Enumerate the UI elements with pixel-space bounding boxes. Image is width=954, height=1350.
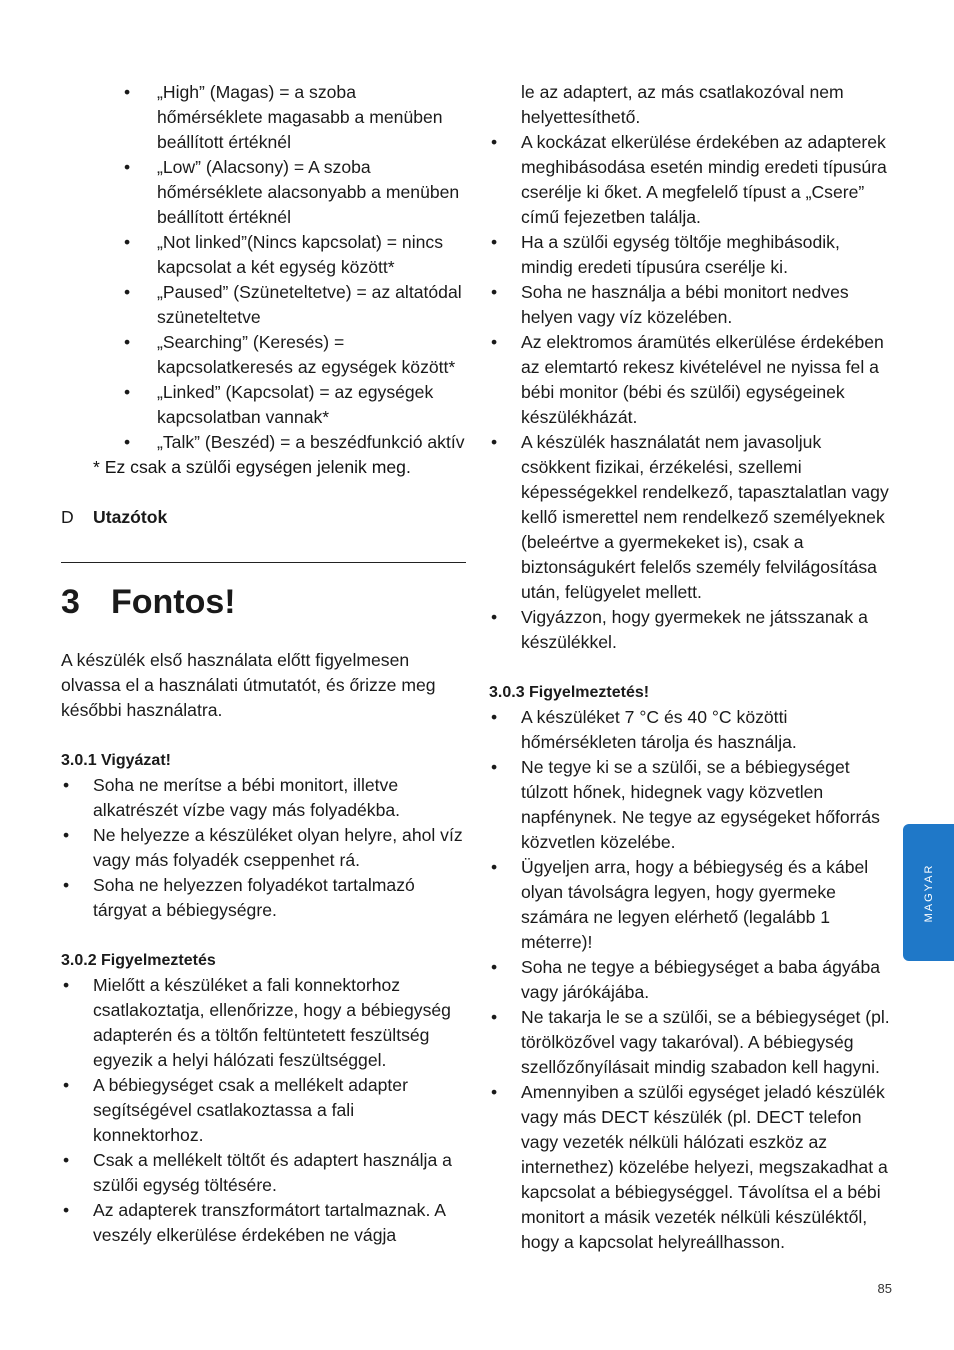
list-item: • Soha ne merítse a bébi monitort, illetve alkatrészét vízbe vagy más folyadékba. [61, 773, 466, 823]
footnote: * Ez csak a szülői egységen jelenik meg. [93, 457, 411, 477]
status-mode-list [122, 80, 466, 455]
list-item: • „High” (Magas) = a szoba hőmérséklete magasabb a menüben beállított értéknél [122, 80, 466, 155]
list-item: • Ne takarja le se a szülői, se a bébiegységet (pl. törölközővel vagy takaróval). A bébiegység szellőzőnyílásait mindig szabadon kell hagyni. [489, 1005, 894, 1080]
list-item: • A bébiegységet csak a mellékelt adapter segítségével csatlakoztassa a fali konnektorhoz. [61, 1073, 466, 1148]
page-number: 85 [877, 1281, 892, 1296]
language-label: MAGYAR [922, 863, 935, 922]
list-item: • Ha a szülői egység töltője meghibásodik, mindig eredeti típusúra cserélje ki. [489, 230, 894, 280]
list-item: • Ügyeljen arra, hogy a bébiegység és a kábel olyan távolságra legyen, hogy gyermeke számára ne legyen elérhető (legalább 1 méterre)! [489, 855, 894, 955]
list-item: • A készülék használatát nem javasoljuk csökkent fizikai, érzékelési, szellemi képességekkel rendelkező, tapasztalatlan vagy kellő ismerettel nem rendelkező személyeknek (beleértve a gyermekeket is), csak a biztonságukért felelős személy felvilágosítása után, felügyelet mellett. [489, 430, 894, 605]
list-item: • „Not linked”(Nincs kapcsolat) = nincs kapcsolat a két egység között* [122, 230, 466, 280]
continued-text: le az adaptert, az más csatlakozóval nem helyettesíthető. [521, 82, 844, 127]
list-item: • Ne helyezze a készüléket olyan helyre, ahol víz vagy más folyadék cseppenhet rá. [61, 823, 466, 873]
list-item: • Soha ne helyezzen folyadékot tartalmazó tárgyat a bébiegységre. [61, 873, 466, 923]
legend-letter: D [61, 507, 74, 527]
list-item: • Az elektromos áramütés elkerülése érdekében az elemtartó rekesz kivételével ne nyissa fel a bébi monitor (bébi és szülői) egységeinek készülékházát. [489, 330, 894, 430]
list-item: • Vigyázzon, hogy gyermekek ne játsszanak a készülékkel. [489, 605, 894, 655]
list-item: • Ne tegye ki se a szülői, se a bébiegységet túlzott hőnek, hidegnek vagy közvetlen napfénynek. Ne tegye az egységeket hőforrás közvetlen közelébe. [489, 755, 894, 855]
legend-item-d [61, 505, 466, 530]
section-heading-warning: 3.0.2 Figyelmeztetés [61, 952, 216, 969]
chapter-number: 3 [61, 583, 80, 621]
intro-paragraph: A készülék első használata előtt figyelmesen olvassa el a használati útmutatót, és őrizze meg későbbi használatra. [61, 650, 436, 720]
list-item: • „Low” (Alacsony) = A szoba hőmérséklete alacsonyabb a menüben beállított értéknél [122, 155, 466, 230]
list-item: • A készüléket 7 °C és 40 °C közötti hőmérsékleten tárolja és használja. [489, 705, 894, 755]
chapter-divider [61, 562, 466, 563]
list-item: • „Paused” (Szüneteltetve) = az altatódal szüneteltetve [122, 280, 466, 330]
list-item: • Soha ne tegye a bébiegységet a baba ágyába vagy járókájába. [489, 955, 894, 1005]
list-item: • A kockázat elkerülése érdekében az adapterek meghibásodása esetén mindig eredeti típusúra cserélje ki őket. A megfelelő típust a „Csere” című fejezetben találja. [489, 130, 894, 230]
warning-list [61, 973, 466, 1248]
section-heading-caution: 3.0.1 Vigyázat! [61, 752, 171, 769]
list-item: • Amennyiben a szülői egységet jeladó készülék vagy más DECT készülék (pl. DECT telefon vagy vezeték nélküli hálózati eszköz az internethez) közelébe helyezi, megszakadhat a kapcsolat a bébiegységgel. Távolítsa el a bébi monitort a másik vezeték nélküli készüléktől, hogy a kapcsolat helyreállhasson. [489, 1080, 894, 1255]
left-column [61, 80, 466, 1248]
warning-list-continued [489, 80, 894, 655]
legend-label: Utazótok [93, 507, 168, 527]
chapter-title-text: Fontos! [111, 583, 236, 621]
list-item: • „Talk” (Beszéd) = a beszédfunkció aktív [122, 430, 466, 455]
list-item: • „Searching” (Keresés) = kapcsolatkeresés az egységek között* [122, 330, 466, 380]
language-side-tab [903, 824, 954, 961]
list-item: • Csak a mellékelt töltőt és adaptert használja a szülői egység töltésére. [61, 1148, 466, 1198]
caution-list [61, 773, 466, 923]
right-column [489, 80, 894, 1255]
list-item: • Az adapterek transzformátort tartalmaznak. A veszély elkerülése érdekében ne vágja [61, 1198, 466, 1248]
list-item: • Soha ne használja a bébi monitort nedves helyen vagy víz közelében. [489, 280, 894, 330]
chapter-title [61, 577, 466, 627]
list-item: • „Linked” (Kapcsolat) = az egységek kapcsolatban vannak* [122, 380, 466, 430]
section-heading-warning-2: 3.0.3 Figyelmeztetés! [489, 684, 650, 701]
list-item-continuation [489, 80, 894, 130]
list-item: • Mielőtt a készüléket a fali konnektorhoz csatlakoztatja, ellenőrizze, hogy a bébiegység adapterén és a töltőn feltüntetett feszültség egyezik a helyi hálózati feszültséggel. [61, 973, 466, 1073]
warning-2-list [489, 705, 894, 1255]
